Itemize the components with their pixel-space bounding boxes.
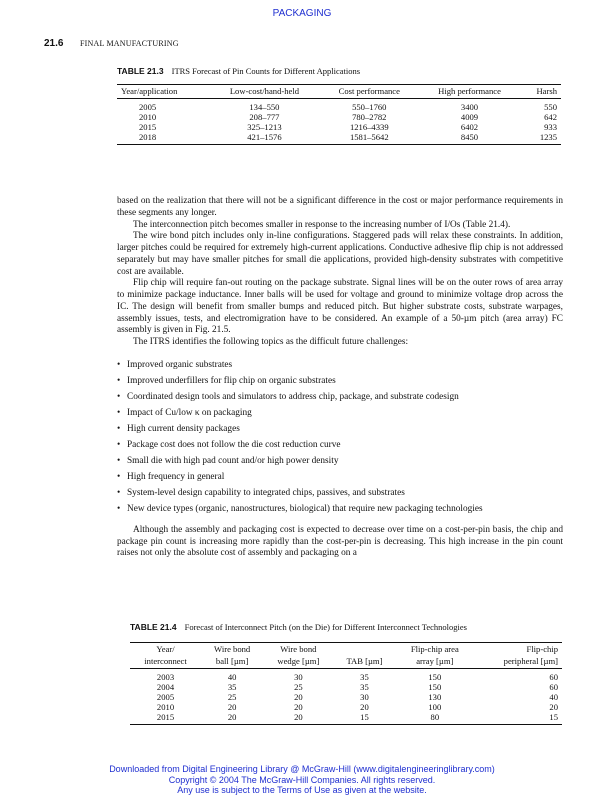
table-cell: 2004 bbox=[156, 682, 175, 692]
bullet: • bbox=[117, 359, 121, 370]
table-cell: 130 bbox=[428, 692, 442, 702]
table-cell: 134–550 bbox=[249, 102, 280, 112]
list-item-text: Improved organic substrates bbox=[127, 359, 233, 370]
table-21-4-caption bbox=[130, 622, 467, 632]
column-header: ball [µm] bbox=[201, 655, 263, 669]
table-cell: 20 bbox=[549, 702, 558, 712]
paragraph: Flip chip will require fan-out routing on the package substrate. Signal lines will be on the outer rows of area array to minimize package inductance. Inner balls will be used for voltage and ground to minimize voltage drop across the IC. The design will benefit from smaller bumps and reduced pitch. But higher substrate costs, substrate warpages, assembly issues, tests, and electromigration have to be considered. An example of a 50-µm pitch (area array) FC assembly is given in Fig. 21.5. bbox=[117, 278, 563, 336]
table-21-3-title: ITRS Forecast of Pin Counts for Different Applications bbox=[171, 66, 361, 76]
column-header: Wire bond bbox=[201, 643, 263, 656]
list-item-text: Impact of Cu/low κ on packaging bbox=[127, 407, 252, 418]
table-cell: 15 bbox=[474, 712, 562, 725]
table-cell: 550–1760 bbox=[352, 102, 387, 112]
list-item-text: New device types (organic, nanostructures, biological) that require new packaging technologies bbox=[127, 503, 483, 514]
table-cell: 2010 bbox=[156, 702, 175, 712]
column-header: Flip-chip bbox=[474, 643, 562, 656]
list-item bbox=[117, 405, 563, 421]
list-item-text: Improved underfillers for flip chip on organic substrates bbox=[127, 375, 336, 386]
table-21-3-caption bbox=[117, 66, 360, 76]
table-cell: 780–2782 bbox=[352, 112, 387, 122]
table-cell: 60 bbox=[549, 672, 558, 682]
column-header: TAB [µm] bbox=[334, 655, 396, 669]
table-cell: 15 bbox=[334, 712, 396, 725]
bullet: • bbox=[117, 375, 121, 386]
challenges-list bbox=[117, 357, 563, 517]
table-cell: 421–1576 bbox=[209, 132, 320, 145]
list-item-text: High frequency in general bbox=[127, 471, 225, 482]
table-cell: 2005 bbox=[156, 692, 175, 702]
body-text bbox=[117, 196, 563, 560]
column-header bbox=[334, 643, 396, 656]
bullet: • bbox=[117, 423, 121, 434]
table-cell: 550 bbox=[544, 102, 557, 112]
table-cell: 325–1213 bbox=[247, 122, 282, 132]
table-cell: 30 bbox=[360, 692, 369, 702]
bullet: • bbox=[117, 439, 121, 450]
table-row bbox=[117, 122, 561, 132]
table-cell: 35 bbox=[360, 672, 369, 682]
paragraph: The ITRS identifies the following topics as the difficult future challenges: bbox=[133, 337, 409, 347]
bullet: • bbox=[117, 391, 121, 402]
table-row bbox=[130, 692, 562, 702]
table-cell: 25 bbox=[227, 692, 237, 702]
bullet: • bbox=[117, 503, 121, 514]
column-header: Low-cost/hand-held bbox=[209, 85, 320, 99]
table-row bbox=[130, 682, 562, 692]
table-cell: 2018 bbox=[117, 132, 209, 145]
footer-terms-link[interactable]: Any use is subject to the Terms of Use as given at the website. bbox=[177, 785, 427, 795]
table-cell: 20 bbox=[227, 702, 237, 712]
column-header: array [µm] bbox=[395, 655, 474, 669]
table-cell: 933 bbox=[544, 122, 557, 132]
table-cell: 208–777 bbox=[249, 112, 280, 122]
table-cell: 20 bbox=[263, 712, 333, 725]
table-21-3-label: TABLE 21.3 bbox=[117, 66, 164, 76]
footer-download-link[interactable]: Downloaded from Digital Engineering Library @ McGraw-Hill (www.digitalengineeringlibrary.com) bbox=[109, 764, 495, 774]
table-cell: 20 bbox=[294, 692, 303, 702]
list-item bbox=[117, 469, 563, 485]
column-header: peripheral [µm] bbox=[474, 655, 562, 669]
table-21-4-title: Forecast of Interconnect Pitch (on the Die) for Different Interconnect Technologies bbox=[184, 622, 467, 632]
table-row bbox=[117, 112, 561, 122]
table-cell: 100 bbox=[428, 702, 442, 712]
bullet: • bbox=[117, 471, 121, 482]
table-cell: 35 bbox=[360, 682, 369, 692]
table-cell: 8450 bbox=[419, 132, 520, 145]
table-cell: 150 bbox=[428, 672, 442, 682]
table-cell: 2005 bbox=[139, 102, 157, 112]
list-item-text: Package cost does not follow the die cost reduction curve bbox=[127, 439, 341, 450]
table-cell: 40 bbox=[549, 692, 558, 702]
table-cell: 40 bbox=[227, 672, 237, 682]
table-cell: 60 bbox=[549, 682, 558, 692]
table-row bbox=[117, 99, 561, 113]
list-item-text: Small die with high pad count and/or high power density bbox=[127, 455, 339, 466]
table-cell: 1235 bbox=[520, 132, 561, 145]
column-header: wedge [µm] bbox=[263, 655, 333, 669]
footer-copyright: Copyright © 2004 The McGraw-Hill Companies. All rights reserved. bbox=[168, 774, 436, 785]
table-cell: 2010 bbox=[139, 112, 157, 122]
table-cell: 20 bbox=[360, 702, 369, 712]
table-cell: 20 bbox=[201, 712, 263, 725]
table-cell: 150 bbox=[428, 682, 442, 692]
list-item bbox=[117, 357, 563, 373]
table-21-3 bbox=[117, 84, 561, 145]
table-cell: 6402 bbox=[460, 122, 479, 132]
list-item bbox=[117, 485, 563, 501]
bullet: • bbox=[117, 455, 121, 466]
page-banner: PACKAGING bbox=[272, 8, 332, 19]
table-cell: 25 bbox=[294, 682, 303, 692]
list-item-text: High current density packages bbox=[127, 423, 240, 434]
list-item bbox=[117, 373, 563, 389]
paragraph: based on the realization that there will not be a significant difference in the cost or major performance requirements in these segments any longer. bbox=[117, 196, 563, 218]
table-cell: 3400 bbox=[460, 102, 479, 112]
column-header: Cost performance bbox=[320, 85, 419, 99]
list-item bbox=[117, 501, 563, 517]
table-cell: 2003 bbox=[156, 672, 175, 682]
list-item bbox=[117, 453, 563, 469]
table-row bbox=[117, 132, 561, 145]
column-header: Flip-chip area bbox=[395, 643, 474, 656]
table-21-4 bbox=[130, 642, 562, 725]
table-cell: 642 bbox=[544, 112, 557, 122]
table-cell: 4009 bbox=[460, 112, 479, 122]
column-header: High performance bbox=[419, 85, 520, 99]
list-item-text: Coordinated design tools and simulators to address chip, package, and substrate codesign bbox=[127, 391, 459, 402]
column-header: Wire bond bbox=[263, 643, 333, 656]
table-row bbox=[130, 702, 562, 712]
table-cell: 2015 bbox=[130, 712, 201, 725]
list-item-text: System-level design capability to integrated chips, passives, and substrates bbox=[127, 487, 405, 498]
download-footer bbox=[0, 764, 604, 796]
column-header: Harsh bbox=[520, 85, 561, 99]
column-header: interconnect bbox=[130, 655, 201, 669]
page-number: 21.6 bbox=[44, 38, 64, 49]
column-header: Year/application bbox=[117, 85, 209, 99]
running-head: FINAL MANUFACTURING bbox=[80, 39, 179, 48]
bullet: • bbox=[117, 487, 121, 498]
table-21-4-label: TABLE 21.4 bbox=[130, 622, 177, 632]
list-item bbox=[117, 421, 563, 437]
table-cell: 30 bbox=[294, 672, 303, 682]
table-cell: 35 bbox=[227, 682, 237, 692]
list-item bbox=[117, 389, 563, 405]
table-row bbox=[130, 712, 562, 725]
table-cell: 2015 bbox=[139, 122, 157, 132]
list-item bbox=[117, 437, 563, 453]
table-cell: 80 bbox=[395, 712, 474, 725]
table-cell: 1216–4339 bbox=[349, 122, 389, 132]
bullet: • bbox=[117, 407, 121, 418]
column-header: Year/ bbox=[130, 643, 201, 656]
table-row bbox=[130, 669, 562, 683]
table-cell: 1581–5642 bbox=[320, 132, 419, 145]
paragraph: The wire bond pitch includes only in-line configurations. Staggered pads will relax these constraints. In addition, larger pitches could be required for extremely high-current applications. Conductive adhesive flip chip is not addressed separately but may have smaller pitches for small die applications, provided high-density substrates with competitive cost are available. bbox=[117, 231, 563, 277]
paragraph: The interconnection pitch becomes smaller in response to the increasing number of I/Os (Table 21.4). bbox=[133, 219, 511, 230]
paragraph: Although the assembly and packaging cost is expected to decrease over time on a cost-per-pin basis, the chip and package pin count is increasing more rapidly than the cost-per-pin is decreasing. This high increase in the pin count raises not only the absolute cost of assembly and packaging on a bbox=[117, 524, 563, 559]
table-cell: 20 bbox=[294, 702, 303, 712]
